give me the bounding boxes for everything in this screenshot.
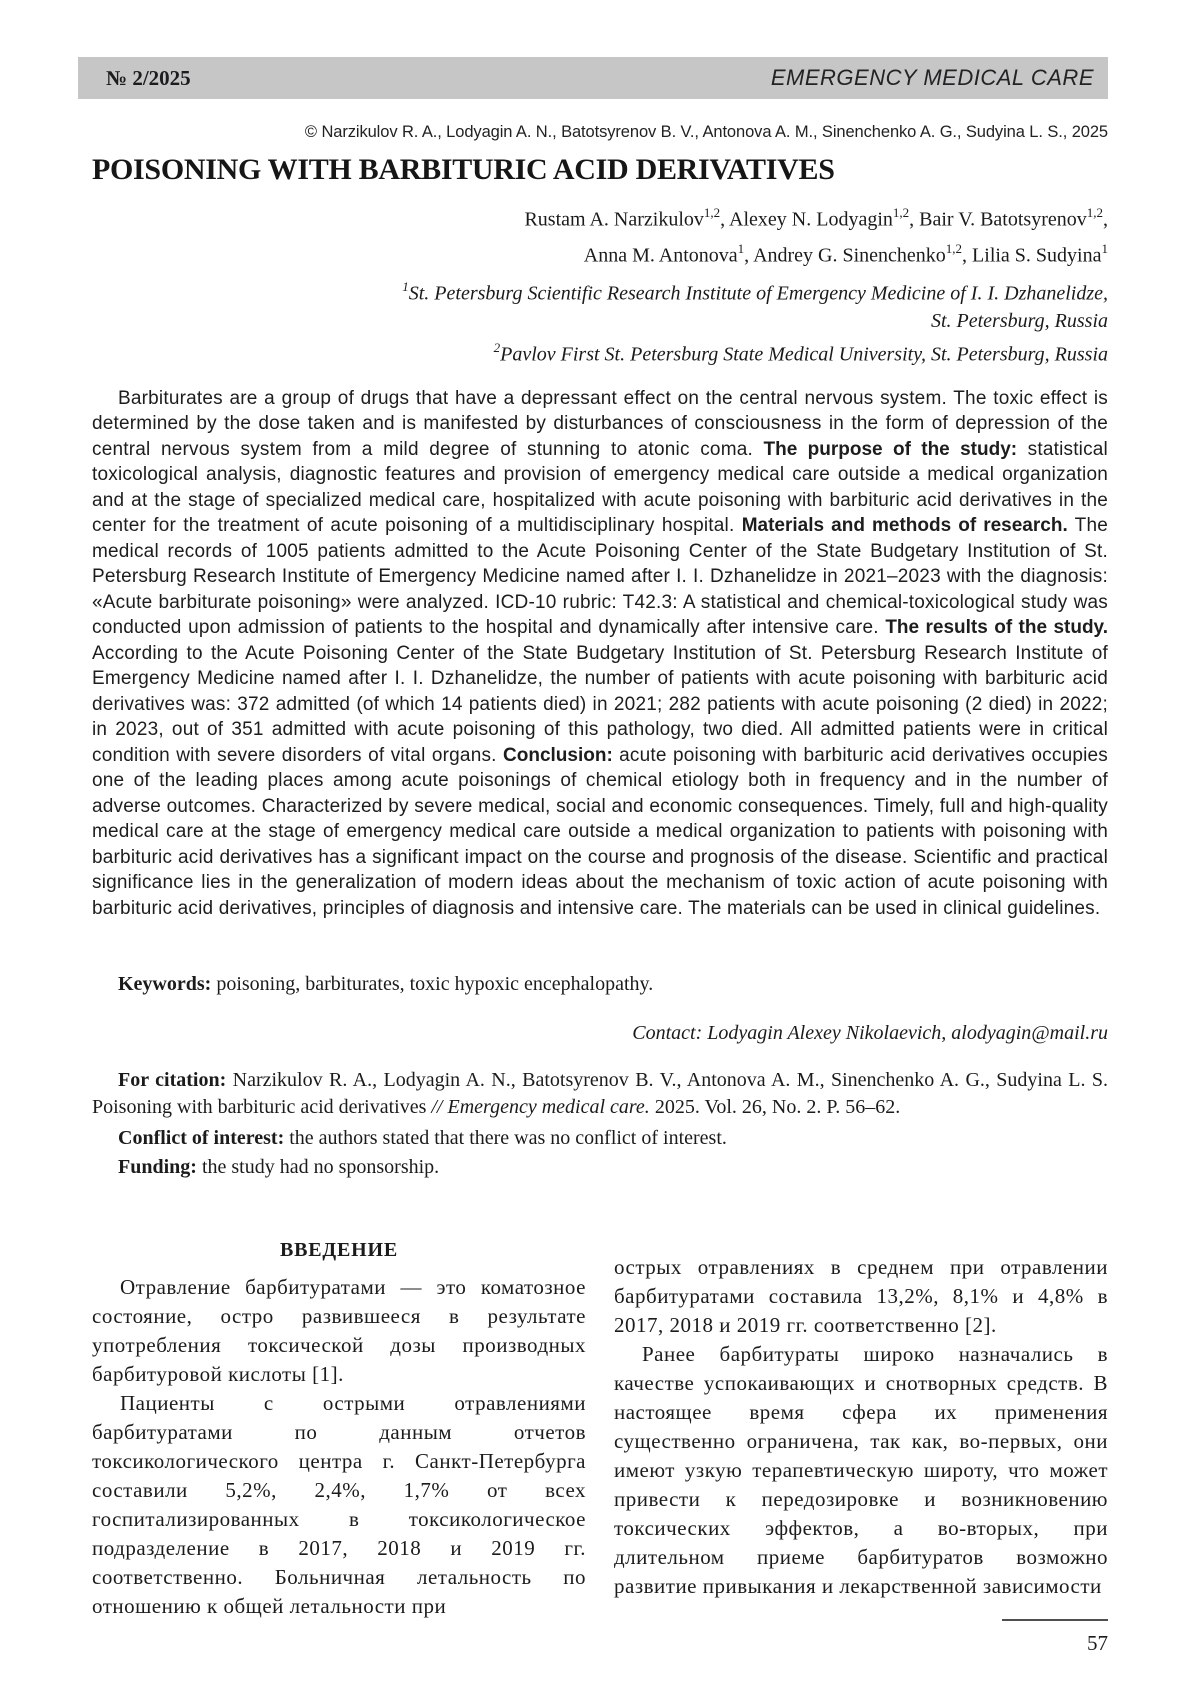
- keywords-line: [92, 971, 1108, 998]
- author-affiliation-sup: 1,2: [892, 205, 910, 220]
- abstract-text-segment: According to the Acute Poisoning Center of the State Budgetary Institution of St. Petersburg Research Institute of Emergency Medicine named after I. I. Dzhanelidze, the number of patients with acute poisoning with barbituric acid derivatives was: 372 admitted (of which 14 patients died) in 2021; 282 patients with acute poisoning (2 died) in 2022; in 2023, out of 351 admitted with acute poisoning of this pathology, two died. All admitted patients were in critical condition with severe disorders of vital organs.: [92, 642, 1108, 766]
- author-affiliation-sup: 1,2: [703, 205, 721, 220]
- footer-rule: [1002, 1619, 1108, 1621]
- introduction-paragraph-3: Ранее барбитураты широко назначались в качестве успокаивающих и снотворных средств. В настоящее время сфера их применения существенно ограничена, так как, во-первых, они имеют узкую терапевтическую широту, что может привести к передозировке и возникновению токсических эффектов, а во-вторых, при длительном приеме барбитуратов возможно развитие привыкания и лекарственной зависимости: [614, 1341, 1108, 1598]
- affiliation-sup: 2: [493, 339, 501, 355]
- conflict-text: the authors stated that there was no conflict of interest.: [284, 1126, 727, 1149]
- author-separator: ,: [744, 244, 754, 267]
- header-bar: [78, 57, 1108, 99]
- citation-text: Narzikulov R. A., Lodyagin A. N., Batotsyrenov B. V., Antonova A. M., Sinenchenko A. G., Sudyina L. S. Poisoning with barbituric acid derivatives: [92, 1068, 1108, 1118]
- author-separator: ,: [720, 208, 730, 231]
- introduction-paragraph-1: Отравление барбитуратами — это коматозное состояние, остро развившееся в результате употребления токсической дозы производных барбитуровой кислоты [1].: [92, 1274, 586, 1386]
- author-line-1: [92, 199, 1108, 235]
- affiliation-line-3: [92, 335, 1108, 369]
- introduction-paragraph-2-continued: острых отравлениях в среднем при отравлении барбитуратами составила 13,2%, 8,1% и 4,8% в 2017, 2018 и 2019 гг. соответственно [2].: [614, 1254, 1108, 1337]
- abstract-conclusion-label: Conclusion:: [503, 744, 613, 766]
- affiliation-sup: 1: [402, 279, 409, 295]
- introduction-section: [92, 1239, 1108, 1621]
- abstract-purpose-label: The purpose of the study:: [763, 438, 1018, 460]
- affiliation-text: Pavlov First St. Petersburg State Medical University, St. Petersburg, Russia: [500, 343, 1108, 366]
- author-name: Bair V. Batotsyrenov: [919, 208, 1087, 231]
- conflict-of-interest-line: [92, 1125, 1108, 1152]
- keywords-label: Keywords:: [118, 972, 212, 995]
- citation-text: 2025. Vol. 26, No. 2. P. 56–62.: [649, 1095, 901, 1118]
- author-separator: ,: [1103, 208, 1108, 231]
- affiliation-line-2: [92, 308, 1108, 335]
- author-name: Alexey N. Lodyagin: [729, 208, 893, 231]
- author-separator: ,: [909, 208, 920, 231]
- conflict-label: Conflict of interest:: [118, 1126, 285, 1149]
- authors-block: [92, 199, 1108, 270]
- author-name: Lilia S. Sudyina: [972, 244, 1102, 267]
- copyright-line: © Narzikulov R. A., Lodyagin A. N., Batotsyrenov B. V., Antonova A. M., Sinenchenko A. G., Sudyina L. S., 2025: [304, 123, 1108, 141]
- introduction-heading: ВВЕДЕНИЕ: [280, 1238, 398, 1261]
- journal-name: EMERGENCY MEDICAL CARE: [770, 65, 1094, 90]
- abstract-text-segment: The medical records of 1005 patients admitted to the Acute Poisoning Center of the State Budgetary Institution of St. Petersburg Research Institute of Emergency Medicine named after I. I. Dzhanelidze in 2021–2023 with the diagnosis: «Acute barbiturate poisoning» were analyzed. ICD-10 rubric: T42.3: A statistical and chemical-toxicological study was conducted upon admission of patients to the hospital and dynamically after intensive care.: [92, 515, 1108, 639]
- page-number: 57: [1087, 1631, 1108, 1655]
- introduction-paragraph-2: Пациенты с острыми отравлениями барбитуратами по данным отчетов токсикологического центра г. Санкт-Петербурга составили 5,2%, 2,4%, 1,7% от всех госпитализированных в токсикологическое подразделение в 2017, 2018 и 2019 гг. соответственно. Больничная летальность по отношению к общей летальности при: [92, 1390, 586, 1618]
- author-affiliation-sup: 1: [1101, 240, 1108, 256]
- affiliation-line-1: [92, 274, 1108, 308]
- keywords-text: poisoning, barbiturates, toxic hypoxic encephalopathy.: [211, 972, 654, 995]
- funding-text: the study had no sponsorship.: [196, 1155, 440, 1178]
- author-name: Rustam A. Narzikulov: [524, 208, 704, 231]
- citation-label: For citation:: [118, 1068, 227, 1091]
- affiliation-text: St. Petersburg Scientific Research Institute of Emergency Medicine of I. I. Dzhanelidze,: [408, 282, 1108, 305]
- author-name: Anna M. Antonova: [583, 244, 738, 267]
- issue-number: № 2/2025: [106, 65, 191, 90]
- page-footer: [1002, 1619, 1108, 1656]
- abstract-methods-label: Materials and methods of research.: [741, 515, 1068, 537]
- author-affiliation-sup: 1,2: [945, 240, 963, 256]
- author-name: Andrey G. Sinenchenko: [753, 244, 946, 267]
- introduction-left-column: [92, 1239, 586, 1621]
- abstract-results-label: The results of the study.: [885, 617, 1108, 639]
- abstract-text-segment: statistical toxicological analysis, diagnostic features and provision of emergency medical care outside a medical organization and at the stage of specialized medical care, hospitalized with acute poisoning with barbituric acid derivatives in the center for the treatment of acute poisoning of a multidisciplinary hospital.: [92, 438, 1108, 537]
- funding-line: [92, 1154, 1108, 1181]
- article-title: POISONING WITH BARBITURIC ACID DERIVATIVES: [92, 153, 835, 186]
- affiliation-text: St. Petersburg, Russia: [930, 309, 1108, 332]
- abstract-text-segment: Barbiturates are a group of drugs that have a depressant effect on the central nervous system. The toxic effect is determined by the dose taken and is manifested by disturbances of consciousness in the form of depression of the central nervous system from a mild degree of stunning to atonic coma.: [92, 387, 1108, 460]
- author-affiliation-sup: 1,2: [1086, 205, 1103, 220]
- introduction-right-column: [614, 1239, 1108, 1621]
- author-line-2: [92, 235, 1108, 271]
- citation-paragraph: [92, 1067, 1108, 1121]
- funding-label: Funding:: [118, 1155, 197, 1178]
- citation-journal-name: // Emergency medical care.: [431, 1095, 650, 1118]
- abstract: [92, 386, 1108, 966]
- author-affiliation-sup: 1: [737, 240, 745, 256]
- author-separator: ,: [962, 244, 973, 267]
- contact-line: Contact: Lodyagin Alexey Nikolaevich, alodyagin@mail.ru: [632, 1021, 1108, 1044]
- abstract-text-segment: acute poisoning with barbituric acid derivatives occupies one of the leading places among acute poisonings of chemical etiology both in frequency and in the number of adverse outcomes. Characterized by severe medical, social and economic consequences. Timely, full and high-quality medical care at the stage of emergency medical care outside a medical organization to patients with poisoning with barbituric acid derivatives has a significant impact on the course and prognosis of the disease. Scientific and practical significance lies in the generalization of modern ideas about the mechanism of toxic action of acute poisoning with barbituric acid derivatives, principles of diagnosis and intensive care. The materials can be used in clinical guidelines.: [92, 744, 1108, 919]
- affiliations-block: [92, 274, 1108, 368]
